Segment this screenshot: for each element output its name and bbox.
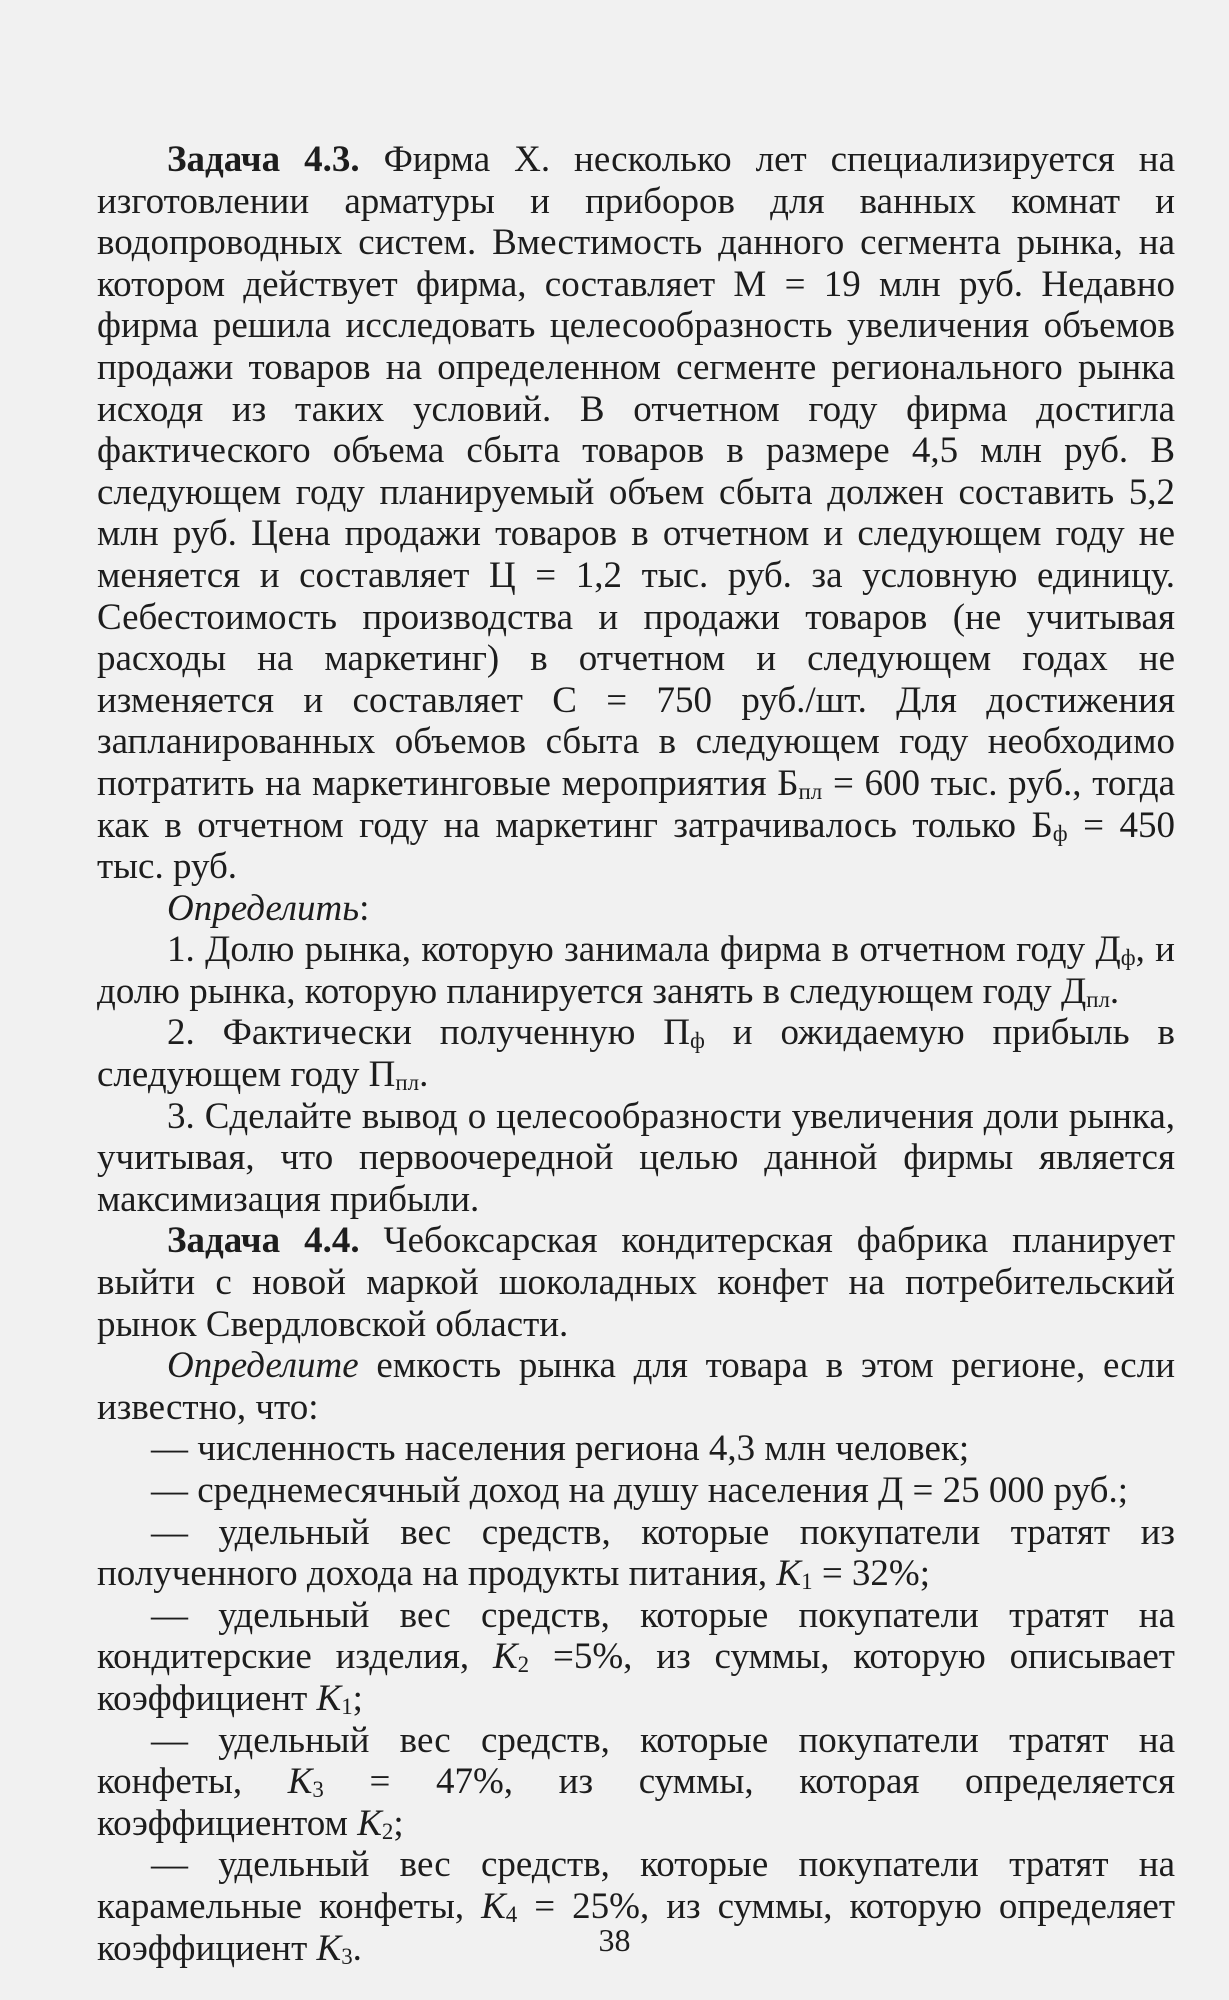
item-1-dp-base: Д (1060, 970, 1087, 1012)
k2-ref-symbol: K (316, 1677, 342, 1719)
item-2-text-b: и ожидаемую прибыль в следующем году (97, 1012, 1175, 1096)
k1-subscript: 1 (801, 1569, 813, 1595)
item-1-dp-subscript: пл (1086, 987, 1110, 1012)
k1-symbol: K (776, 1553, 802, 1595)
k3-symbol: K (287, 1761, 313, 1803)
k3-ref-symbol: K (357, 1802, 382, 1844)
item-1-d-subscript: ф (1120, 945, 1136, 971)
symbol-b-f (1032, 805, 1068, 846)
symbol-b-pl (777, 763, 822, 804)
k4-text-b: = 25%, из суммы, которую определяет коэффициент (97, 1885, 1175, 1969)
task-4-3-item-2 (97, 1012, 1175, 1095)
symbol-b-f-base: Б (1031, 804, 1053, 846)
condition-population: — численность населения региона 4,3 млн человек; (151, 1428, 970, 1470)
k3-text-a: — удельный вес средств, которые покупатели тратят на конфеты, (97, 1719, 1175, 1803)
task-4-4-determine-rest: емкость рынка для товара в этом регионе, если известно, что: (97, 1345, 1175, 1428)
task-4-3-item-3: 3. Сделайте вывод о целесообразности увеличения доли рынка, учитывая, что первоочередной целью данной фирмы является максимизация прибыли. (97, 1095, 1175, 1220)
condition-k3 (97, 1720, 1175, 1845)
task-4-3-paragraph (97, 139, 1175, 888)
item-2-text-c: . (419, 1054, 429, 1096)
item-2-text-a: 2. Фактически полученную (167, 1012, 664, 1054)
item-1-d-base: Д (1095, 929, 1121, 971)
task-4-3-label: Задача 4.3. (167, 139, 360, 180)
k4-text-c: . (352, 1927, 362, 1969)
determine-heading: Определить (167, 887, 360, 929)
task-4-4-paragraph (97, 1220, 1175, 1345)
k4-ref-symbol: K (316, 1927, 342, 1969)
k1-text-a: — удельный вес средств, которые покупатели тратят из полученного дохода на продукты питания, (97, 1511, 1175, 1595)
k3-subscript: 3 (312, 1777, 324, 1803)
item-1-text-b: , и долю рынка, которую планируется занять в следующем году (97, 929, 1175, 1012)
item-1-text-a: 1. Долю рынка, которую занимала фирма в отчетном году (167, 929, 1096, 971)
item-2-pp-subscript: пл (395, 1070, 420, 1096)
k4-text-a: — удельный вес средств, которые покупатели тратят на карамельные конфеты, (97, 1844, 1175, 1927)
condition-income: — среднемесячный доход на душу населения Д = 25 000 руб.; (151, 1470, 1128, 1511)
k2-text-a: — удельный вес средств, которые покупатели тратят на кондитерские изделия, (97, 1594, 1175, 1678)
page-content (97, 139, 1175, 1969)
task-4-4-determine-word: Определите (167, 1345, 359, 1387)
k4-ref-subscript: 3 (341, 1943, 353, 1969)
k4-symbol: K (481, 1885, 506, 1927)
k2-ref-subscript: 1 (341, 1694, 353, 1720)
k3-ref-subscript: 2 (381, 1818, 394, 1844)
task-4-3-text-2: = 600 тыс. руб., тогда как в отчетном году на маркетинг затрачивалось только (97, 762, 1176, 846)
k2-text-b: =5%, из суммы, которую описывает коэффициент (97, 1636, 1175, 1719)
determine-colon: : (359, 887, 370, 929)
symbol-b-f-subscript: ф (1052, 820, 1068, 846)
item-2-p-base: П (663, 1012, 690, 1054)
task-4-4-text: Чебоксарская кондитерская фабрика планирует выйти с новой маркой шоколадных конфет на потребительский рынок Свердловской области. (97, 1220, 1175, 1345)
k2-text-c: ; (352, 1677, 363, 1719)
item-2-p-subscript: ф (689, 1028, 705, 1054)
task-4-3-text: Фирма X. несколько лет специализируется на изготовлении арматуры и приборов для ванных комнат и водопроводных систем. Вместимость данного сегмента рынка, на котором действует фирма, составляет М = 19 млн руб. Недавно фирма решила исследовать целесообразность увеличения объемов продажи товаров на определенном сегменте регионального рынка исходя из таких условий. В отчетном году фирма достигла фактического объема сбыта товаров в размере 4,5 млн руб. В следующем году планируемый объем сбыта должен составить 5,2 млн руб. Цена продажи товаров в отчетном и следующем году не меняется и составляет Ц = 1,2 тыс. руб. за условную единицу. Себестоимость производства и продажи товаров (не учитывая расходы на маркетинг) в отчетном и следующем годах не изменяется и составляет С = 750 руб./шт. Для достижения запланированных объемов сбыта в следующем году необходимо потратить на маркетинговые мероприятия (97, 139, 1175, 804)
item-2-pp-base: П (368, 1054, 396, 1096)
condition-k1 (97, 1512, 1175, 1595)
condition-k2 (97, 1595, 1175, 1720)
k2-symbol: K (492, 1636, 518, 1678)
symbol-b-pl-subscript: пл (798, 779, 823, 805)
symbol-b-pl-base: Б (777, 762, 799, 804)
k3-text-c: ; (393, 1802, 404, 1844)
page-number: 38 (598, 1922, 631, 1958)
k3-text-b: = 47%, из суммы, которая определяется коэффициентом (97, 1761, 1176, 1844)
item-1-text-c: . (1109, 970, 1120, 1012)
task-4-4-label: Задача 4.4. (167, 1220, 360, 1262)
task-4-3-determine (97, 888, 1175, 930)
k1-text-b: = 32%; (812, 1553, 931, 1595)
k2-subscript: 2 (517, 1652, 530, 1678)
task-4-3-text-3: = 450 тыс. руб. (97, 804, 1176, 888)
task-4-4-determine (97, 1345, 1175, 1428)
k4-subscript: 4 (505, 1902, 518, 1928)
task-4-3-item-1 (97, 929, 1175, 1012)
